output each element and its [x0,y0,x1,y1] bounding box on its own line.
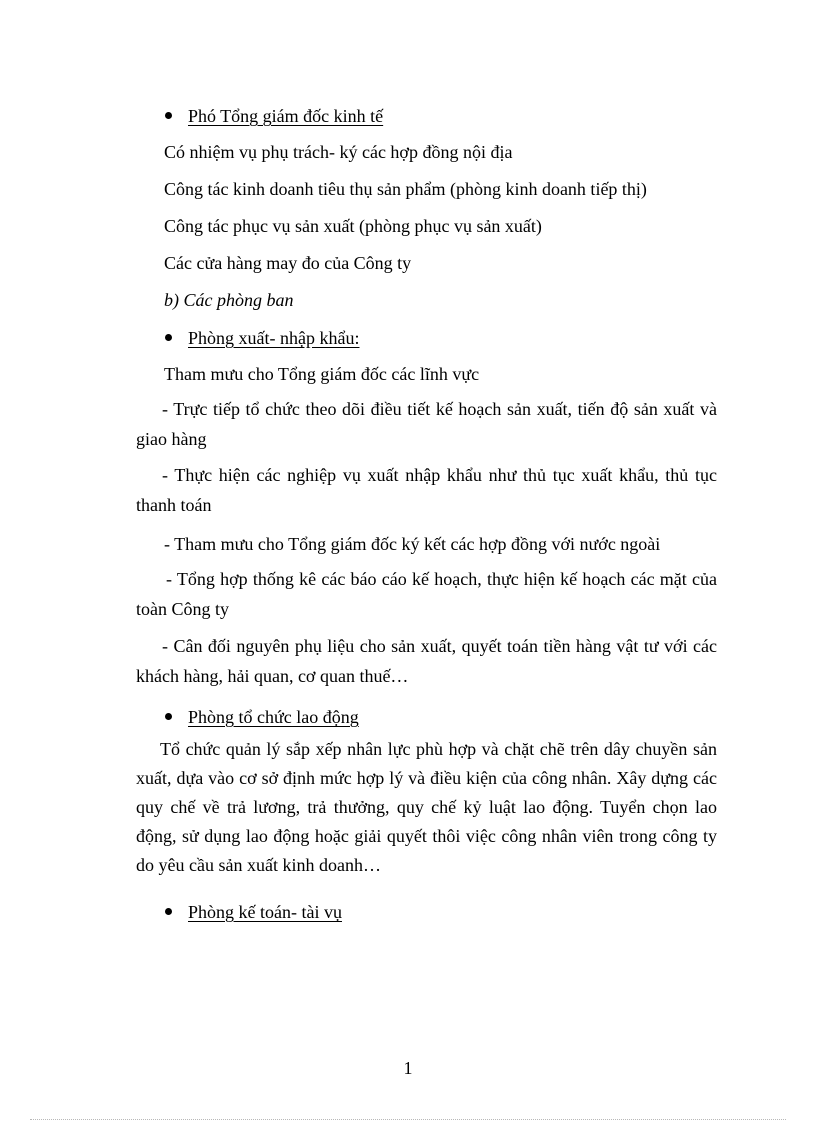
text-line: Công tác phục vụ sản xuất (phòng phục vụ sản xuất) [164,216,542,236]
section-heading: Phòng kế toán- tài vụ [188,902,342,922]
section-heading: Phó Tổng giám đốc kinh tế [188,106,384,126]
bullet-icon [165,112,172,119]
bullet-icon [165,908,172,915]
text-line: Có nhiệm vụ phụ trách- ký các hợp đồng nội địa [164,142,513,162]
text-line: Tham mưu cho Tổng giám đốc các lĩnh vực [164,364,480,384]
paragraph: - Trực tiếp tổ chức theo dõi điều tiết kế hoạch sản xuất, tiến độ sản xuất và giao hàng [136,399,717,449]
paragraph: - Tổng hợp thống kê các báo cáo kế hoạch, thực hiện kế hoạch các mặt của toàn Công ty [136,569,717,619]
subsection-title: b) Các phòng ban [164,290,294,310]
section-heading: Phòng tổ chức lao động [188,707,359,727]
section-heading: Phòng xuất- nhập khẩu: [188,328,360,348]
text-line: Các cửa hàng may đo của Công ty [164,253,412,273]
bullet-icon [165,334,172,341]
paragraph: Tổ chức quản lý sắp xếp nhân lực phù hợp và chặt chẽ trên dây chuyền sản xuất, dựa vào cơ sở định mức hợp lý và điều kiện của công nhân. Xây dựng các quy chế về trả lương, trả thưởng, quy chế kỷ luật lao động. Tuyển chọn lao động, sử dụng lao động hoặc giải quyết thôi việc công nhân viên trong công ty do yêu cầu sản xuất kinh doanh… [136,739,717,875]
text-line: Công tác kinh doanh tiêu thụ sản phẩm (phòng kinh doanh tiếp thị) [164,179,647,199]
paragraph: - Thực hiện các nghiệp vụ xuất nhập khẩu như thủ tục xuất khẩu, thủ tục thanh toán [136,465,717,515]
paragraph: - Cân đối nguyên phụ liệu cho sản xuất, quyết toán tiền hàng vật tư với các khách hàng, hải quan, cơ quan thuế… [136,636,717,686]
page-number: 1 [403,1058,413,1078]
footer-divider [30,1119,786,1120]
text-line: - Tham mưu cho Tổng giám đốc ký kết các hợp đồng với nước ngoài [164,534,661,554]
bullet-icon [165,713,172,720]
